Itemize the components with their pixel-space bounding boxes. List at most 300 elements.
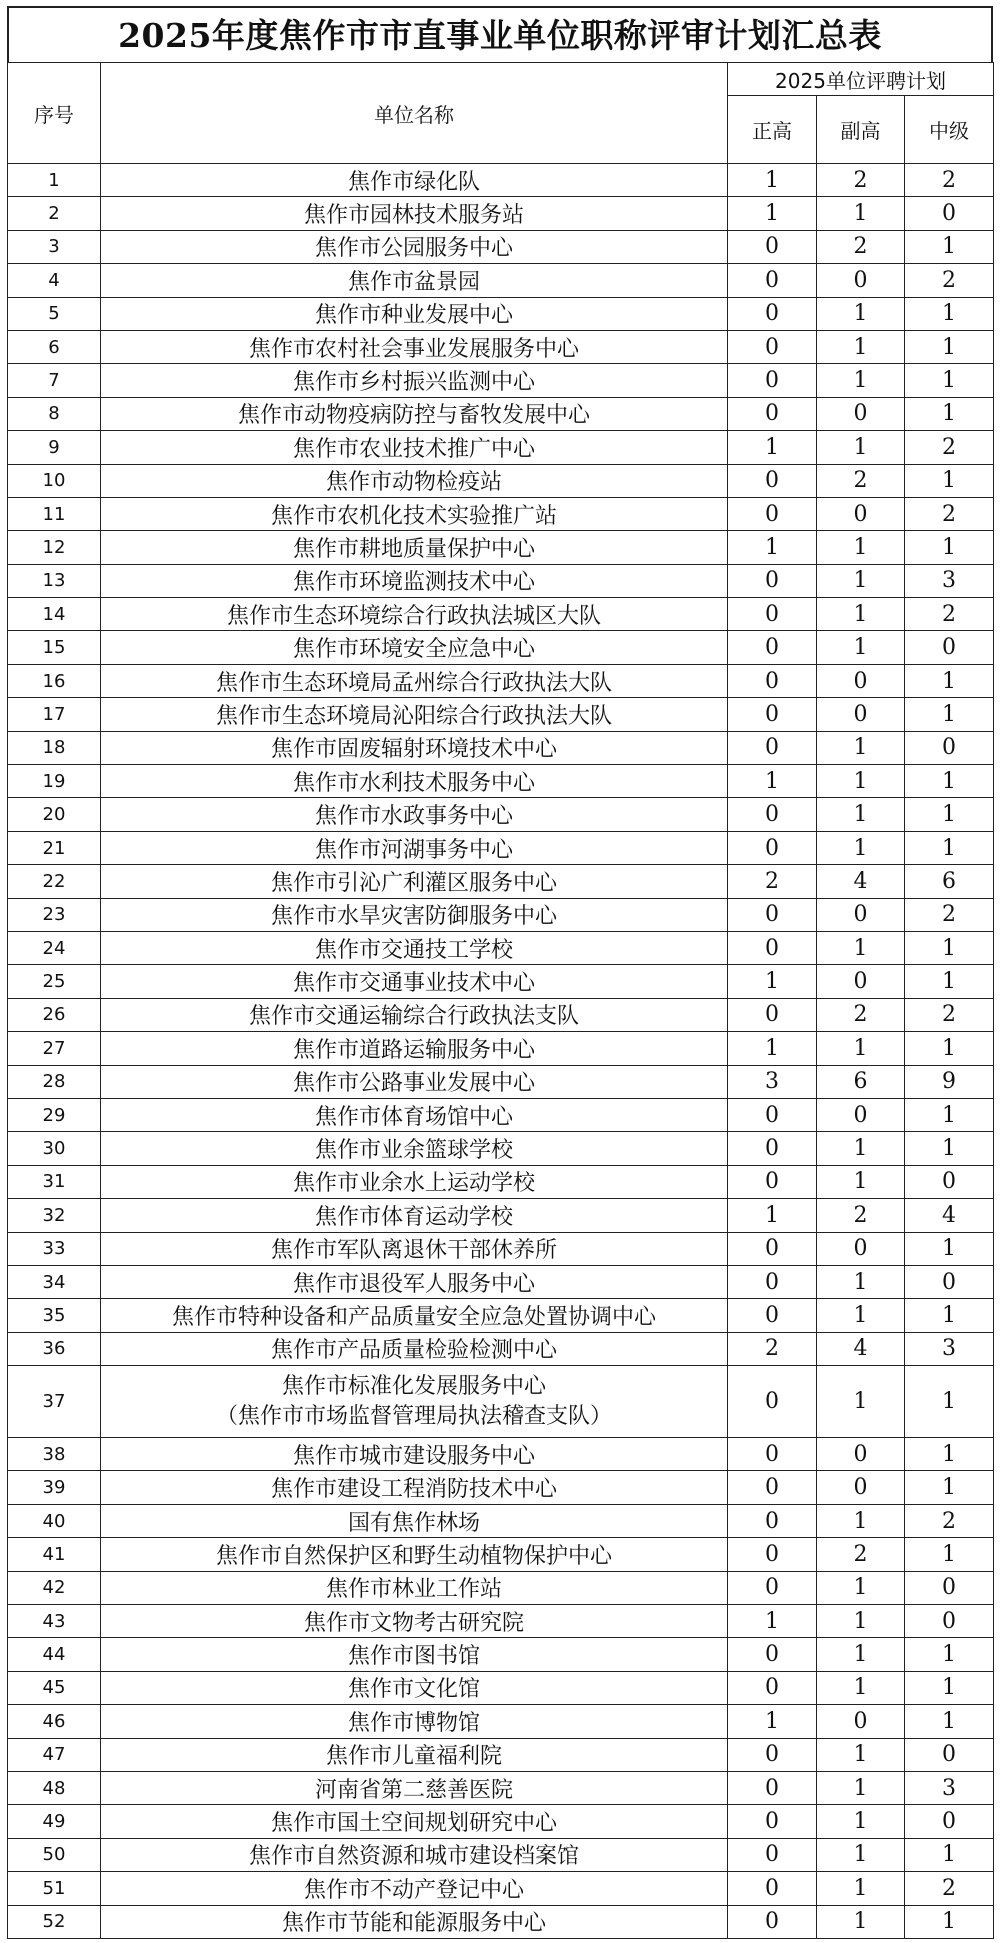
vice-senior-count: 2 xyxy=(817,464,905,497)
vice-senior-count: 1 xyxy=(817,531,905,564)
intermediate-count: 3 xyxy=(905,1771,994,1804)
senior-count: 0 xyxy=(728,397,817,430)
intermediate-count: 1 xyxy=(905,1471,994,1504)
table-row xyxy=(8,664,994,697)
senior-count: 0 xyxy=(728,664,817,697)
row-number: 23 xyxy=(8,898,101,931)
row-number: 42 xyxy=(8,1571,101,1604)
vice-senior-count: 1 xyxy=(817,731,905,764)
senior-count: 0 xyxy=(728,598,817,631)
table-row xyxy=(8,998,994,1031)
vice-senior-count: 1 xyxy=(817,1132,905,1165)
unit-name: 焦作市退役军人服务中心 xyxy=(101,1265,728,1298)
header-intermediate: 中级 xyxy=(905,96,994,164)
vice-senior-count: 1 xyxy=(817,1032,905,1065)
row-number: 15 xyxy=(8,631,101,664)
unit-name: 焦作市道路运输服务中心 xyxy=(101,1032,728,1065)
vice-senior-count: 0 xyxy=(817,264,905,297)
unit-name: 焦作市国土空间规划研究中心 xyxy=(101,1805,728,1838)
row-number: 51 xyxy=(8,1872,101,1905)
table-row xyxy=(8,297,994,330)
vice-senior-count: 0 xyxy=(817,497,905,530)
row-number: 35 xyxy=(8,1299,101,1332)
senior-count: 1 xyxy=(728,1032,817,1065)
table-row xyxy=(8,1265,994,1298)
senior-count: 0 xyxy=(728,1872,817,1905)
vice-senior-count: 0 xyxy=(817,1471,905,1504)
unit-name: 焦作市生态环境综合行政执法城区大队 xyxy=(101,598,728,631)
intermediate-count: 1 xyxy=(905,1032,994,1065)
table-row xyxy=(8,898,994,931)
vice-senior-count: 1 xyxy=(817,1165,905,1198)
row-number: 10 xyxy=(8,464,101,497)
vice-senior-count: 0 xyxy=(817,1438,905,1471)
table-row xyxy=(8,164,994,197)
intermediate-count: 2 xyxy=(905,431,994,464)
intermediate-count: 1 xyxy=(905,1705,994,1738)
row-number: 37 xyxy=(8,1366,101,1438)
header-vice-senior: 副高 xyxy=(817,96,905,164)
vice-senior-count: 0 xyxy=(817,1705,905,1738)
unit-name: 焦作市文物考古研究院 xyxy=(101,1605,728,1638)
intermediate-count: 1 xyxy=(905,1671,994,1704)
row-number: 45 xyxy=(8,1671,101,1704)
intermediate-count: 1 xyxy=(905,831,994,864)
unit-name: 焦作市环境安全应急中心 xyxy=(101,631,728,664)
intermediate-count: 2 xyxy=(905,497,994,530)
intermediate-count: 0 xyxy=(905,1738,994,1771)
senior-count: 1 xyxy=(728,765,817,798)
senior-count: 1 xyxy=(728,965,817,998)
unit-name: 焦作市农业技术推广中心 xyxy=(101,431,728,464)
row-number: 19 xyxy=(8,765,101,798)
table-row xyxy=(8,1638,994,1671)
row-number: 16 xyxy=(8,664,101,697)
vice-senior-count: 0 xyxy=(817,1098,905,1131)
vice-senior-count: 1 xyxy=(817,1265,905,1298)
unit-name: 焦作市军队离退休干部休养所 xyxy=(101,1232,728,1265)
table-row xyxy=(8,1098,994,1131)
intermediate-count: 1 xyxy=(905,965,994,998)
intermediate-count: 2 xyxy=(905,264,994,297)
row-number: 44 xyxy=(8,1638,101,1671)
row-number: 30 xyxy=(8,1132,101,1165)
intermediate-count: 1 xyxy=(905,931,994,964)
senior-count: 0 xyxy=(728,364,817,397)
table-row xyxy=(8,1671,994,1704)
intermediate-count: 3 xyxy=(905,564,994,597)
table-row xyxy=(8,1771,994,1804)
table-row xyxy=(8,1872,994,1905)
row-number: 29 xyxy=(8,1098,101,1131)
vice-senior-count: 1 xyxy=(817,364,905,397)
table-row xyxy=(8,1504,994,1537)
table-row xyxy=(8,1705,994,1738)
vice-senior-count: 1 xyxy=(817,1504,905,1537)
unit-name: 焦作市文化馆 xyxy=(101,1671,728,1704)
plan-table xyxy=(7,62,994,1939)
row-number: 4 xyxy=(8,264,101,297)
intermediate-count: 1 xyxy=(905,1366,994,1438)
senior-count: 0 xyxy=(728,1738,817,1771)
vice-senior-count: 0 xyxy=(817,664,905,697)
table-row xyxy=(8,1738,994,1771)
unit-name: 焦作市动物检疫站 xyxy=(101,464,728,497)
senior-count: 1 xyxy=(728,164,817,197)
row-number: 20 xyxy=(8,798,101,831)
table-row xyxy=(8,1032,994,1065)
senior-count: 0 xyxy=(728,1538,817,1571)
senior-count: 0 xyxy=(728,1366,817,1438)
table-row xyxy=(8,197,994,230)
row-number: 38 xyxy=(8,1438,101,1471)
intermediate-count: 2 xyxy=(905,898,994,931)
row-number: 43 xyxy=(8,1605,101,1638)
row-number: 41 xyxy=(8,1538,101,1571)
vice-senior-count: 4 xyxy=(817,1332,905,1365)
row-number: 49 xyxy=(8,1805,101,1838)
row-number: 46 xyxy=(8,1705,101,1738)
table-row xyxy=(8,531,994,564)
row-number: 31 xyxy=(8,1165,101,1198)
unit-name: 焦作市引沁广利灌区服务中心 xyxy=(101,865,728,898)
intermediate-count: 1 xyxy=(905,230,994,263)
vice-senior-count: 1 xyxy=(817,1605,905,1638)
table-row xyxy=(8,1132,994,1165)
senior-count: 0 xyxy=(728,1299,817,1332)
intermediate-count: 1 xyxy=(905,531,994,564)
row-number: 1 xyxy=(8,164,101,197)
table-row xyxy=(8,865,994,898)
table-row xyxy=(8,698,994,731)
row-number: 9 xyxy=(8,431,101,464)
senior-count: 0 xyxy=(728,931,817,964)
unit-name: 焦作市儿童福利院 xyxy=(101,1738,728,1771)
table-row xyxy=(8,1299,994,1332)
senior-count: 1 xyxy=(728,1199,817,1232)
senior-count: 0 xyxy=(728,564,817,597)
table-row xyxy=(8,1332,994,1365)
vice-senior-count: 1 xyxy=(817,1366,905,1438)
vice-senior-count: 0 xyxy=(817,698,905,731)
unit-name: 焦作市自然资源和城市建设档案馆 xyxy=(101,1838,728,1871)
vice-senior-count: 0 xyxy=(817,1232,905,1265)
intermediate-count: 0 xyxy=(905,631,994,664)
senior-count: 0 xyxy=(728,1232,817,1265)
table-row xyxy=(8,831,994,864)
table-row xyxy=(8,464,994,497)
unit-name: 焦作市生态环境局沁阳综合行政执法大队 xyxy=(101,698,728,731)
table-row xyxy=(8,1605,994,1638)
table-row xyxy=(8,1471,994,1504)
senior-count: 2 xyxy=(728,1332,817,1365)
unit-name: 焦作市博物馆 xyxy=(101,1705,728,1738)
unit-name: 国有焦作林场 xyxy=(101,1504,728,1537)
intermediate-count: 2 xyxy=(905,598,994,631)
senior-count: 0 xyxy=(728,1771,817,1804)
intermediate-count: 1 xyxy=(905,664,994,697)
intermediate-count: 1 xyxy=(905,1838,994,1871)
row-number: 24 xyxy=(8,931,101,964)
unit-name: 焦作市建设工程消防技术中心 xyxy=(101,1471,728,1504)
senior-count: 1 xyxy=(728,197,817,230)
vice-senior-count: 2 xyxy=(817,1199,905,1232)
unit-name xyxy=(101,1366,728,1438)
senior-count: 0 xyxy=(728,898,817,931)
vice-senior-count: 1 xyxy=(817,1838,905,1871)
vice-senior-count: 1 xyxy=(817,931,905,964)
table-row xyxy=(8,598,994,631)
unit-name: 焦作市水利技术服务中心 xyxy=(101,765,728,798)
senior-count: 0 xyxy=(728,1638,817,1671)
intermediate-count: 0 xyxy=(905,1571,994,1604)
unit-name: 焦作市体育场馆中心 xyxy=(101,1098,728,1131)
table-row xyxy=(8,1165,994,1198)
vice-senior-count: 1 xyxy=(817,297,905,330)
row-number: 11 xyxy=(8,497,101,530)
intermediate-count: 1 xyxy=(905,464,994,497)
vice-senior-count: 4 xyxy=(817,865,905,898)
intermediate-count: 1 xyxy=(905,1232,994,1265)
senior-count: 0 xyxy=(728,698,817,731)
senior-count: 0 xyxy=(728,798,817,831)
table-row xyxy=(8,564,994,597)
vice-senior-count: 1 xyxy=(817,631,905,664)
senior-count: 0 xyxy=(728,1132,817,1165)
row-number: 12 xyxy=(8,531,101,564)
table-row xyxy=(8,1366,994,1438)
intermediate-count: 0 xyxy=(905,731,994,764)
senior-count: 0 xyxy=(728,1098,817,1131)
table-header xyxy=(8,63,994,164)
table-body xyxy=(8,164,994,1939)
intermediate-count: 0 xyxy=(905,1805,994,1838)
table-row xyxy=(8,497,994,530)
intermediate-count: 1 xyxy=(905,798,994,831)
intermediate-count: 0 xyxy=(905,197,994,230)
senior-count: 3 xyxy=(728,1065,817,1098)
row-number: 22 xyxy=(8,865,101,898)
intermediate-count: 1 xyxy=(905,698,994,731)
row-number: 34 xyxy=(8,1265,101,1298)
vice-senior-count: 1 xyxy=(817,1638,905,1671)
document-title: 2025年度焦作市市直事业单位职称评审计划汇总表 xyxy=(7,6,993,62)
row-number: 28 xyxy=(8,1065,101,1098)
row-number: 14 xyxy=(8,598,101,631)
unit-name: 焦作市节能和能源服务中心 xyxy=(101,1905,728,1938)
table-row xyxy=(8,1232,994,1265)
row-number: 6 xyxy=(8,330,101,363)
senior-count: 1 xyxy=(728,1705,817,1738)
senior-count: 0 xyxy=(728,1471,817,1504)
intermediate-count: 1 xyxy=(905,1438,994,1471)
intermediate-count: 2 xyxy=(905,164,994,197)
vice-senior-count: 1 xyxy=(817,1905,905,1938)
table-row xyxy=(8,264,994,297)
row-number: 48 xyxy=(8,1771,101,1804)
unit-name: 焦作市公园服务中心 xyxy=(101,230,728,263)
row-number: 5 xyxy=(8,297,101,330)
intermediate-count: 4 xyxy=(905,1199,994,1232)
senior-count: 1 xyxy=(728,431,817,464)
row-number: 17 xyxy=(8,698,101,731)
senior-count: 0 xyxy=(728,497,817,530)
senior-count: 0 xyxy=(728,998,817,1031)
table-row xyxy=(8,1065,994,1098)
unit-name: 焦作市农机化技术实验推广站 xyxy=(101,497,728,530)
intermediate-count: 2 xyxy=(905,1504,994,1537)
vice-senior-count: 1 xyxy=(817,197,905,230)
row-number: 36 xyxy=(8,1332,101,1365)
table-row xyxy=(8,965,994,998)
unit-name: 焦作市固废辐射环境技术中心 xyxy=(101,731,728,764)
senior-count: 0 xyxy=(728,330,817,363)
table-row xyxy=(8,1438,994,1471)
unit-name: 焦作市交通技工学校 xyxy=(101,931,728,964)
unit-name-line1: 焦作市标准化发展服务中心 xyxy=(281,1373,546,1399)
intermediate-count: 0 xyxy=(905,1165,994,1198)
intermediate-count: 3 xyxy=(905,1332,994,1365)
table-row xyxy=(8,731,994,764)
senior-count: 1 xyxy=(728,1605,817,1638)
unit-name: 焦作市业余篮球学校 xyxy=(101,1132,728,1165)
table-row xyxy=(8,631,994,664)
row-number: 3 xyxy=(8,230,101,263)
unit-name: 焦作市生态环境局孟州综合行政执法大队 xyxy=(101,664,728,697)
vice-senior-count: 1 xyxy=(817,1671,905,1704)
intermediate-count: 1 xyxy=(905,765,994,798)
senior-count: 2 xyxy=(728,865,817,898)
intermediate-count: 9 xyxy=(905,1065,994,1098)
vice-senior-count: 2 xyxy=(817,230,905,263)
table-row xyxy=(8,1905,994,1938)
senior-count: 0 xyxy=(728,1504,817,1537)
row-number: 39 xyxy=(8,1471,101,1504)
row-number: 33 xyxy=(8,1232,101,1265)
unit-name: 焦作市不动产登记中心 xyxy=(101,1872,728,1905)
vice-senior-count: 2 xyxy=(817,1538,905,1571)
vice-senior-count: 2 xyxy=(817,998,905,1031)
row-number: 27 xyxy=(8,1032,101,1065)
senior-count: 0 xyxy=(728,731,817,764)
senior-count: 0 xyxy=(728,1165,817,1198)
vice-senior-count: 1 xyxy=(817,431,905,464)
unit-name: 焦作市园林技术服务站 xyxy=(101,197,728,230)
row-number: 25 xyxy=(8,965,101,998)
intermediate-count: 0 xyxy=(905,1605,994,1638)
unit-name: 焦作市农村社会事业发展服务中心 xyxy=(101,330,728,363)
unit-name: 焦作市城市建设服务中心 xyxy=(101,1438,728,1471)
senior-count: 0 xyxy=(728,264,817,297)
senior-count: 0 xyxy=(728,1438,817,1471)
row-number: 52 xyxy=(8,1905,101,1938)
unit-name: 焦作市绿化队 xyxy=(101,164,728,197)
intermediate-count: 1 xyxy=(905,397,994,430)
row-number: 32 xyxy=(8,1199,101,1232)
intermediate-count: 1 xyxy=(905,364,994,397)
vice-senior-count: 1 xyxy=(817,598,905,631)
row-number: 8 xyxy=(8,397,101,430)
unit-name: 河南省第二慈善医院 xyxy=(101,1771,728,1804)
row-number: 7 xyxy=(8,364,101,397)
unit-name-line2: （焦作市市场监督管理局执法稽查支队） xyxy=(215,1403,612,1429)
table-row xyxy=(8,931,994,964)
senior-count: 0 xyxy=(728,1571,817,1604)
vice-senior-count: 0 xyxy=(817,397,905,430)
unit-name: 焦作市水政事务中心 xyxy=(101,798,728,831)
vice-senior-count: 1 xyxy=(817,1299,905,1332)
senior-count: 0 xyxy=(728,831,817,864)
senior-count: 0 xyxy=(728,1905,817,1938)
vice-senior-count: 1 xyxy=(817,1872,905,1905)
unit-name: 焦作市种业发展中心 xyxy=(101,297,728,330)
row-number: 26 xyxy=(8,998,101,1031)
intermediate-count: 2 xyxy=(905,1872,994,1905)
table-row xyxy=(8,1538,994,1571)
unit-name: 焦作市特种设备和产品质量安全应急处置协调中心 xyxy=(101,1299,728,1332)
unit-name: 焦作市水旱灾害防御服务中心 xyxy=(101,898,728,931)
unit-name: 焦作市交通运输综合行政执法支队 xyxy=(101,998,728,1031)
vice-senior-count: 1 xyxy=(817,765,905,798)
vice-senior-count: 1 xyxy=(817,1805,905,1838)
unit-name: 焦作市图书馆 xyxy=(101,1638,728,1671)
senior-count: 0 xyxy=(728,230,817,263)
intermediate-count: 1 xyxy=(905,297,994,330)
unit-name: 焦作市自然保护区和野生动植物保护中心 xyxy=(101,1538,728,1571)
unit-name: 焦作市产品质量检验检测中心 xyxy=(101,1332,728,1365)
intermediate-count: 1 xyxy=(905,1638,994,1671)
senior-count: 0 xyxy=(728,297,817,330)
intermediate-count: 1 xyxy=(905,1538,994,1571)
row-number: 47 xyxy=(8,1738,101,1771)
header-senior: 正高 xyxy=(728,96,817,164)
vice-senior-count: 1 xyxy=(817,1738,905,1771)
row-number: 18 xyxy=(8,731,101,764)
intermediate-count: 6 xyxy=(905,865,994,898)
row-number: 21 xyxy=(8,831,101,864)
unit-name: 焦作市耕地质量保护中心 xyxy=(101,531,728,564)
senior-count: 0 xyxy=(728,1671,817,1704)
intermediate-count: 1 xyxy=(905,1098,994,1131)
row-number: 13 xyxy=(8,564,101,597)
table-row xyxy=(8,1805,994,1838)
document-sheet xyxy=(7,6,993,1939)
vice-senior-count: 1 xyxy=(817,330,905,363)
unit-name: 焦作市林业工作站 xyxy=(101,1571,728,1604)
unit-name: 焦作市动物疫病防控与畜牧发展中心 xyxy=(101,397,728,430)
intermediate-count: 1 xyxy=(905,1132,994,1165)
vice-senior-count: 0 xyxy=(817,898,905,931)
table-row xyxy=(8,330,994,363)
table-row xyxy=(8,230,994,263)
senior-count: 0 xyxy=(728,631,817,664)
vice-senior-count: 6 xyxy=(817,1065,905,1098)
table-row xyxy=(8,431,994,464)
intermediate-count: 1 xyxy=(905,330,994,363)
table-row xyxy=(8,364,994,397)
intermediate-count: 1 xyxy=(905,1299,994,1332)
unit-name: 焦作市交通事业技术中心 xyxy=(101,965,728,998)
vice-senior-count: 1 xyxy=(817,798,905,831)
row-number: 50 xyxy=(8,1838,101,1871)
senior-count: 1 xyxy=(728,531,817,564)
vice-senior-count: 0 xyxy=(817,965,905,998)
intermediate-count: 0 xyxy=(905,1265,994,1298)
header-plan: 2025单位评聘计划 xyxy=(728,63,994,96)
table-row xyxy=(8,1199,994,1232)
senior-count: 0 xyxy=(728,1838,817,1871)
vice-senior-count: 1 xyxy=(817,831,905,864)
